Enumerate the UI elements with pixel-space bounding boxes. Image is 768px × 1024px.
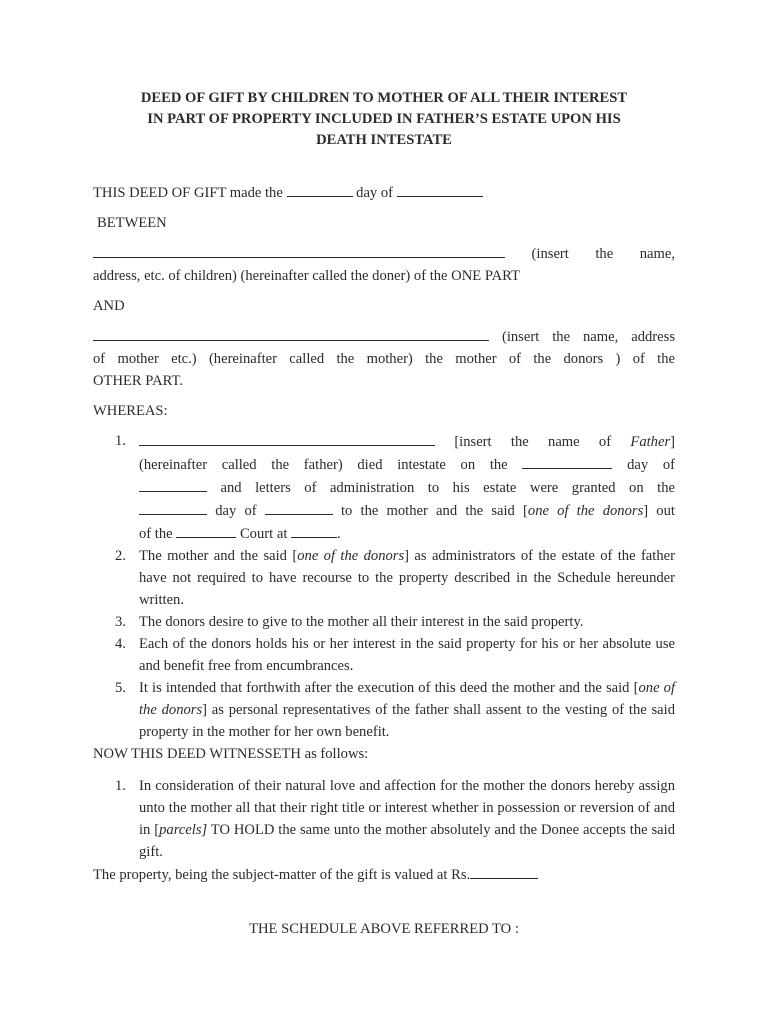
- whereas-label: WHEREAS:: [93, 403, 168, 419]
- recital-1-l4a: day of: [215, 503, 257, 519]
- operative-em: parcels]: [159, 822, 208, 838]
- recital-1-l2a: (hereinafter called the father) died intestate on the: [139, 457, 508, 473]
- death-month-blank: [139, 476, 207, 492]
- deed-page: [93, 88, 675, 940]
- father-name-blank: [139, 430, 435, 446]
- valuation-text: The property, being the subject-matter of the gift is valued at Rs.: [93, 867, 471, 883]
- recital-1-line5: [139, 522, 675, 545]
- operative-list: [93, 775, 675, 863]
- recital-3-text: The donors desire to give to the mother all their interest in the said property.: [139, 614, 584, 630]
- recital-1-line2: [139, 453, 675, 476]
- recital-1-l2b: day of: [627, 457, 675, 473]
- valuation-line: [93, 863, 675, 886]
- party1-line2: address, etc. of children) (hereinafter called the doner) of the ONE PART: [93, 268, 520, 284]
- party2-insert: (insert the name, address: [501, 329, 675, 345]
- recital-4-text: Each of the donors holds his or her interest in the said property for his or her absolute use and benefit free from encumbrances.: [139, 636, 675, 674]
- recital-1-l4b: to the mother and the said [: [340, 503, 528, 519]
- between-label: BETWEEN: [97, 215, 167, 231]
- operative-b: TO HOLD the same unto the mother absolutely and the Donee accepts the said gift.: [139, 822, 675, 860]
- opening-line: [93, 181, 675, 204]
- recital-1-l5c: .: [337, 526, 341, 542]
- death-day-blank: [522, 453, 612, 469]
- operative-clause-1: [93, 775, 675, 863]
- recital-5-a: It is intended that forthwith after the execution of this deed the mother and the said [: [139, 680, 639, 696]
- recital-1-l5a: of the: [139, 526, 173, 542]
- party1-insert: (insert the name,: [531, 246, 675, 262]
- recital-1-l3: and letters of administration to his estate were granted on the: [220, 480, 675, 496]
- schedule-heading: THE SCHEDULE ABOVE REFERRED TO :: [249, 921, 519, 937]
- recital-number: 4.: [115, 636, 126, 652]
- recital-1-father: Father: [630, 434, 671, 450]
- recital-2-em: one of the donors: [297, 548, 405, 564]
- valuation-amount-blank: [470, 863, 538, 879]
- recital-1-l5b: Court at: [239, 526, 288, 542]
- party1-name-blank: [93, 242, 505, 258]
- recital-1-l4em: one of the donors: [527, 503, 644, 519]
- recital-3: [93, 611, 675, 633]
- recital-5: [93, 677, 675, 743]
- recitals-list: [93, 430, 675, 743]
- operative-a: In consideration of their natural love and affection for the mother the donors hereby assign unto the mother all that their right title or interest whether in possession or reversion of and in [: [139, 778, 675, 838]
- party2-name-blank: [93, 325, 489, 341]
- recital-number: 3.: [115, 614, 126, 630]
- title-line-1: DEED OF GIFT BY CHILDREN TO MOTHER OF ALL THEIR INTEREST: [140, 90, 628, 106]
- recital-5-em: one of the donors: [139, 680, 676, 718]
- recital-1-l4c: ] out: [643, 503, 675, 519]
- party2-line2: of mother etc.) (hereinafter called the mother) the mother of the donors ) of the: [93, 351, 675, 367]
- date-day-blank: [287, 181, 353, 197]
- court-name-blank: [176, 522, 236, 538]
- opening-day-of: day of: [356, 185, 394, 201]
- opening-made-the: THIS DEED OF GIFT made the: [93, 185, 283, 201]
- recital-1-line4: [139, 499, 675, 522]
- witnesseth-label: NOW THIS DEED WITNESSETH as follows:: [93, 746, 369, 762]
- title-line-3: DEATH INTESTATE: [316, 132, 452, 148]
- grant-month-blank: [265, 499, 333, 515]
- party2-line1: [93, 325, 675, 348]
- party1-line1: [93, 242, 675, 265]
- recital-4: [93, 633, 675, 677]
- title-line-2: IN PART OF PROPERTY INCLUDED IN FATHER’S ESTATE UPON HIS: [147, 111, 621, 127]
- recital-number: 2.: [115, 548, 126, 564]
- grant-day-blank: [139, 499, 207, 515]
- recital-2-b: ] as administrators of the estate of the father have not required to have recourse to the property described in the Schedule hereunder written.: [139, 548, 675, 608]
- date-month-blank: [397, 181, 483, 197]
- recital-number: 5.: [115, 680, 126, 696]
- operative-number: 1.: [115, 778, 126, 794]
- page-title: [93, 88, 675, 151]
- recital-1-close: ]: [670, 434, 676, 450]
- recital-2-a: The mother and the said [: [139, 548, 298, 564]
- recital-number: 1.: [115, 433, 126, 449]
- recital-1: [93, 430, 675, 545]
- recital-1-insert: [insert the name of: [454, 434, 612, 450]
- recital-5-b: ] as personal representatives of the father shall assent to the vesting of the said property in the mother for her own benefit.: [139, 702, 676, 740]
- party2-line3: OTHER PART.: [93, 373, 183, 389]
- and-label: AND: [93, 298, 125, 314]
- recital-1-line3: [139, 476, 675, 499]
- recital-1-line1: [139, 430, 675, 453]
- court-place-blank: [291, 522, 337, 538]
- recital-2: [93, 545, 675, 611]
